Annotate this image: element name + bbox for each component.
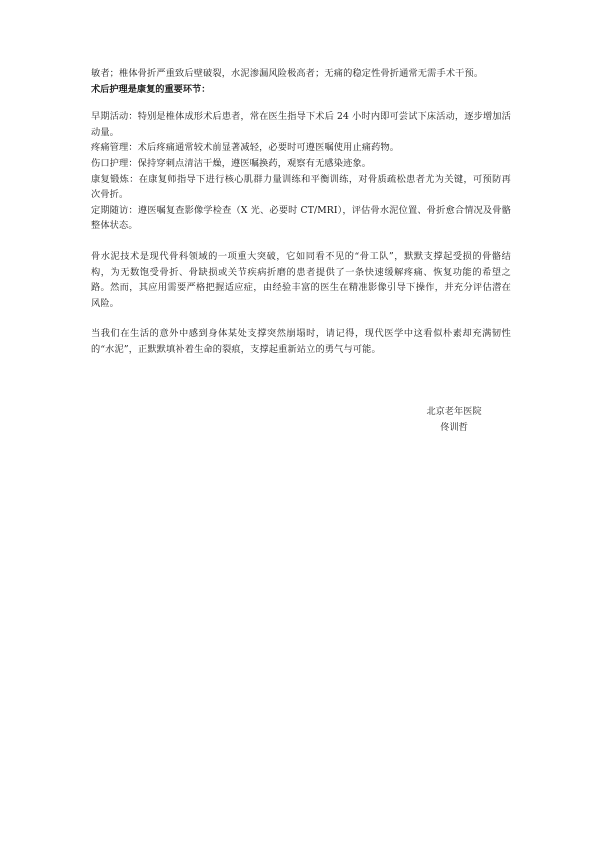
spacer <box>91 234 511 249</box>
summary-paragraph: 骨水泥技术是现代骨科领域的一项重大突破，它如同看不见的“骨工队”，默默支撑起受损的骨骼结构，为无数饱受骨折、骨缺损或关节疾病折磨的患者提供了一条快速缓解疼痛、恢复功能的希望之路。然而，其应用需要严格把握适应症，由经验丰富的医生在精准影像引导下操作，并充分评估潜在风险。 <box>91 250 511 309</box>
care-item-early-activity: 早期活动：特别是椎体成形术后患者，常在医生指导下术后 24 小时内即可尝试下床活动，逐步增加活动量。 <box>91 111 511 138</box>
care-item-pain-management: 疼痛管理：术后疼痛通常较术前显著减轻，必要时可遵医嘱使用止痛药物。 <box>91 142 400 154</box>
care-item-wound-care: 伤口护理：保持穿刺点清洁干燥，遵医嘱换药，观察有无感染迹象。 <box>91 157 372 169</box>
intro-paragraph-tail: 敏者；椎体骨折严重致后壁破裂，水泥渗漏风险极高者；无痛的稳定性骨折通常无需手术干预。 <box>91 68 484 79</box>
signature-block <box>394 404 514 435</box>
signature-organization: 北京老年医院 <box>426 406 482 417</box>
care-heading: 术后护理是康复的重要环节： <box>91 83 211 95</box>
document-body <box>91 66 511 358</box>
care-list <box>91 109 511 234</box>
care-item-rehab-exercise: 康复锻炼：在康复师指导下进行核心肌群力量训练和平衡训练，对骨质疏松患者尤为关键，可预防再次骨折。 <box>91 173 511 201</box>
spacer <box>91 311 511 326</box>
signature-author: 佟训哲 <box>440 421 468 433</box>
care-item-follow-up: 定期随访：遵医嘱复查影像学检查（X 光、必要时 CT/MRI），评估骨水泥位置、骨折愈合情况及骨骼整体状态。 <box>91 204 511 232</box>
closing-paragraph: 当我们在生活的意外中感到身体某处支撑突然崩塌时，请记得，现代医学中这看似朴素却充满韧性的“水泥”，正默默填补着生命的裂痕，支撑起重新站立的勇气与可能。 <box>91 328 511 355</box>
spacer <box>91 97 511 109</box>
